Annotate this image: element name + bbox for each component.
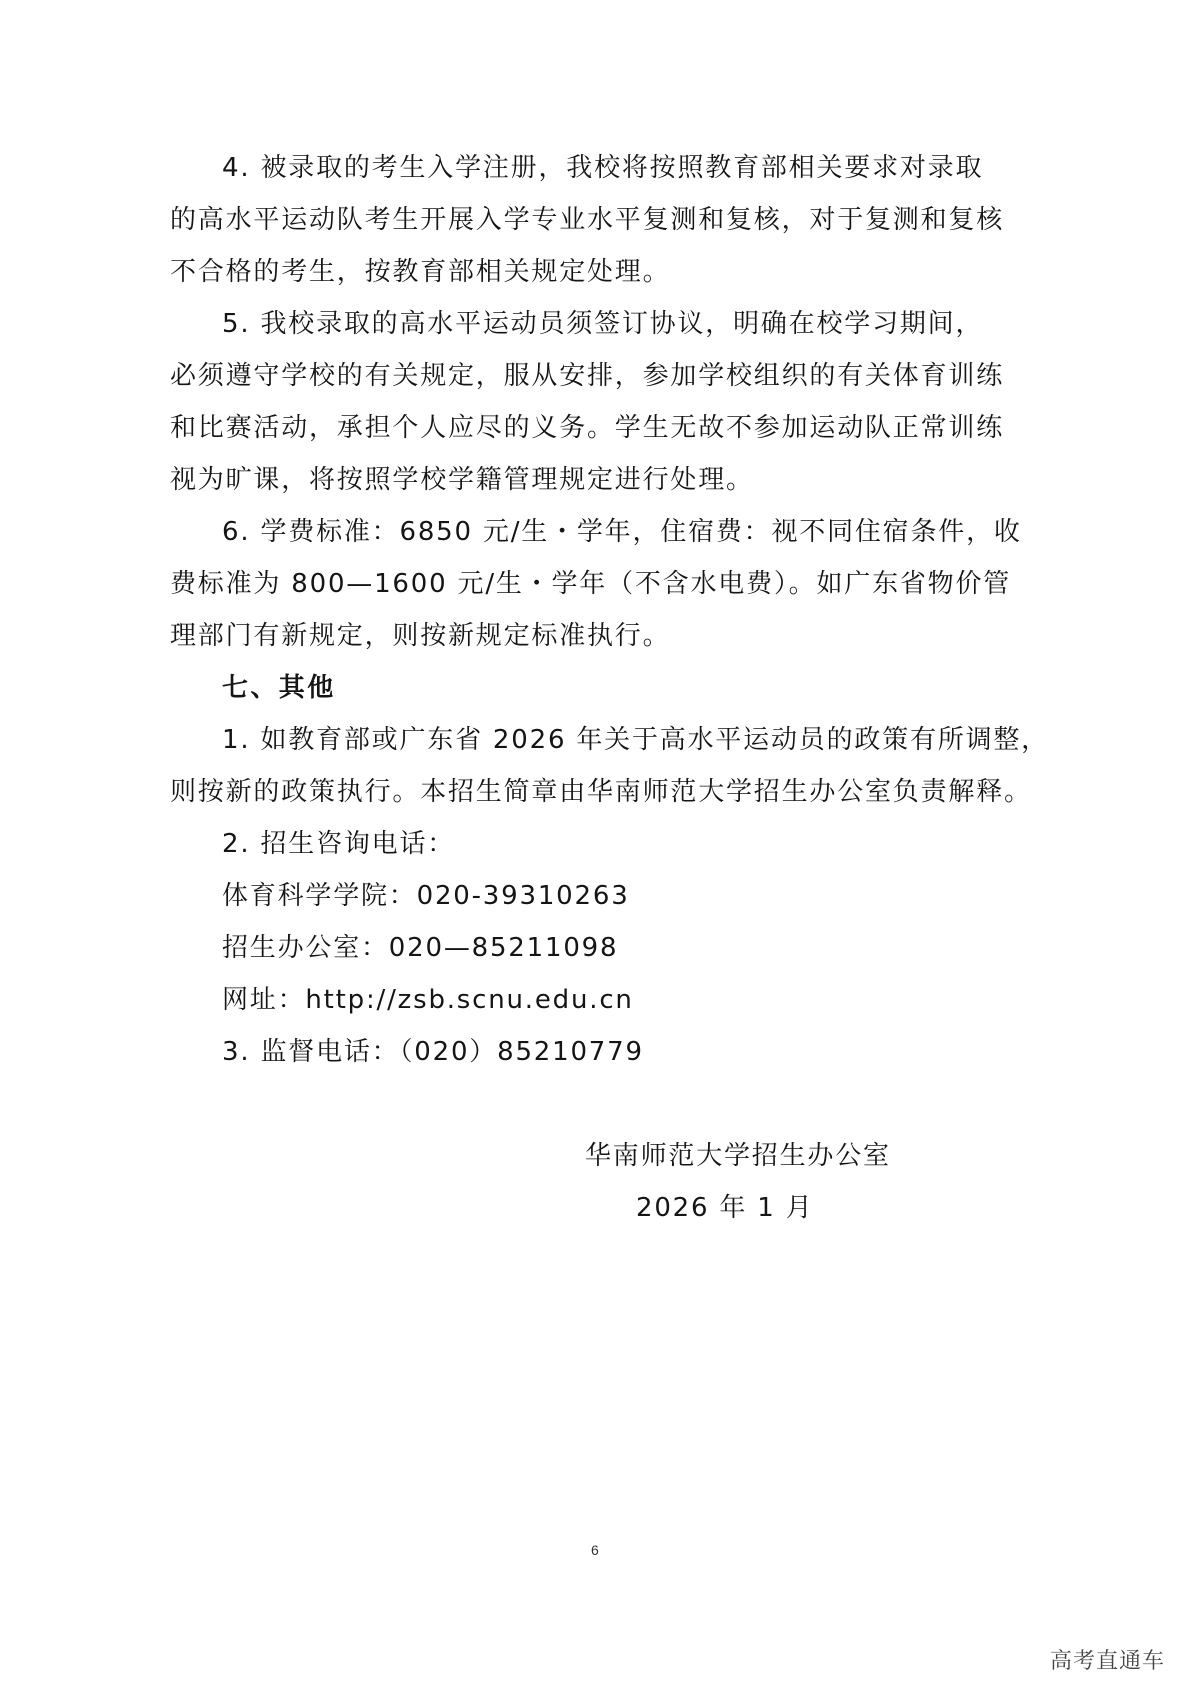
paragraph-6-line-1: 6. 学费标准：6850 元/生・学年，住宿费：视不同住宿条件，收 [222,517,1022,547]
paragraph-5-line-4: 视为旷课，将按照学校学籍管理规定进行处理。 [170,465,754,495]
paragraph-4-line-1: 4. 被录取的考生入学注册，我校将按照教育部相关要求对录取 [222,153,984,183]
admissions-office-phone: 招生办公室：020—85211098 [222,933,619,963]
paragraph-5-line-2: 必须遵守学校的有关规定，服从安排，参加学校组织的有关体育训练 [170,361,1005,391]
other-item-1-line-1: 1. 如教育部或广东省 2026 年关于高水平运动员的政策有所调整， [222,725,1049,755]
supervision-phone: 3. 监督电话：（020）85210779 [222,1037,644,1067]
signature-office: 华南师范大学招生办公室 [585,1141,891,1171]
signature-date: 2026 年 1 月 [636,1193,814,1223]
section-heading-others: 七、其他 [222,673,336,703]
sports-college-phone: 体育科学学院：020-39310263 [222,881,630,911]
watermark-text: 高考直通车 [1050,1649,1166,1674]
consult-phone-heading: 2. 招生咨询电话： [222,829,456,859]
paragraph-5-line-3: 和比赛活动，承担个人应尽的义务。学生无故不参加运动队正常训练 [170,413,1005,443]
paragraph-4-line-3: 不合格的考生，按教育部相关规定处理。 [170,257,671,287]
other-item-1-line-2: 则按新的政策执行。本招生简章由华南师范大学招生办公室负责解释。 [170,777,1032,807]
page-number: 6 [591,1542,599,1558]
paragraph-6-line-2: 费标准为 800—1600 元/生・学年（不含水电费）。如广东省物价管 [170,569,1012,599]
website-link: 网址：http://zsb.scnu.edu.cn [222,985,634,1015]
paragraph-5-line-1: 5. 我校录取的高水平运动员须签订协议，明确在校学习期间， [222,309,984,339]
paragraph-4-line-2: 的高水平运动队考生开展入学专业水平复测和复核，对于复测和复核 [170,205,1005,235]
paragraph-6-line-3: 理部门有新规定，则按新规定标准执行。 [170,621,671,651]
